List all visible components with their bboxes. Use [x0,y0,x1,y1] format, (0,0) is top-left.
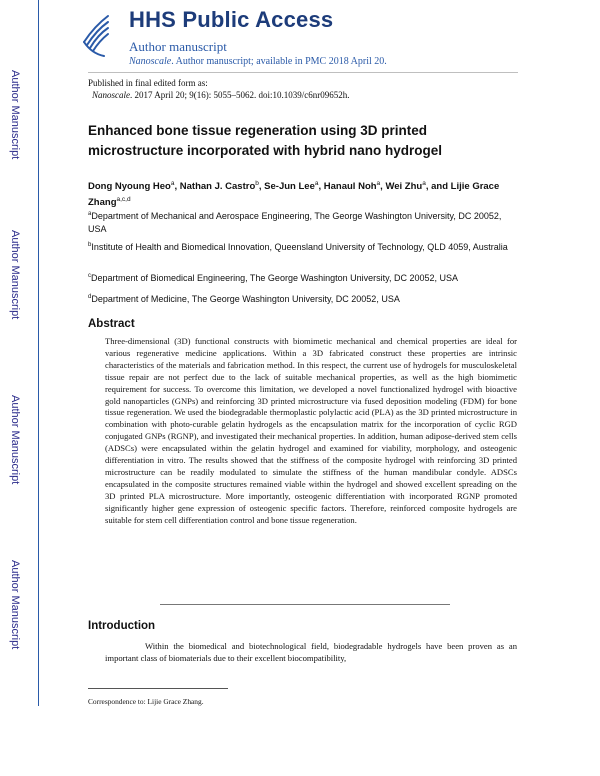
author-name: Hanaul Noh [323,181,377,193]
citation-line [92,90,350,100]
author-name: Dong Nyoung Heo [88,181,171,193]
abstract-divider [160,604,450,605]
sidebar-label: Author Manuscript [9,395,21,485]
author-separator: , [258,181,265,193]
author-separator: , and [425,181,451,193]
affiliation-text: Department of Biomedical Engineering, The George Washington University, DC 20052, USA [91,273,459,283]
header-journal-line [129,56,387,67]
author-separator: , [174,181,180,193]
abstract-body: Three-dimensional (3D) functional constructs with biomimetic mechanical and chemical properties are ideal for various regenerative medicine applications. Within a 3D fabricated construct these properties are intrinsic characteristics of the materials and fabrication method. In this respect, the current use of hydrogels for musculoskeletal tissue repair are not perfect due to the lack of suitable mechanical properties, as well as the high biomimetic requirement for success. To overcome this limitation, we developed a novel functionalized hydrogel with bioactive gold nanoparticles (GNPs) and reinforcing 3D printed microstructure via fused deposition modeling (FDM) for bone tissue regeneration. We used the biodegradable thermoplastic polylactic acid (PLA) as the 3D printed microstructure in combination with photo-curable gelatin hydrogels as the encapsulation matrix for the incorporation of cyclic RGD conjugated GNPs (RGNP), and investigated their mechanical properties. In addition, human adipose-derived stem cells (ADSCs) were encapsulated within the gelatin hydrogel and examined for viability, morphology, and osteogenic differentiation in vitro. The results showed that the stiffness of the composite hydrogel with reinforcing 3D printed microstructure can be readily modulated to simulate the stiffness of the human mandibular condyle. ADSCs encapsulated in the composite structures remained viable within the hydrogel and showed excellent spreading on the 3D printed PLA microstructure. More importantly, osteogenic differentiation with incorporated RGNP promoted significantly higher gene expression of osteogenic specific factors. Therefore, reinforced composite hydrogels are suitable for stem cell differentiation control and bone tissue regeneration. [105,336,517,525]
author-affil-sup: a [376,180,381,187]
author-affil-sup: b [255,180,259,187]
affiliation-sup: c [88,273,91,279]
sidebar-label: Author Manuscript [9,230,21,320]
hhs-eagle-logo-icon [78,12,112,60]
author-affil-sup: a [170,180,175,187]
header-journal-availability: . Author manuscript; available in PMC 2018 April 20. [171,56,387,67]
sidebar-label: Author Manuscript [9,560,21,650]
author-name: Lijie Grace Zhang [88,181,500,209]
author-separator: , [380,181,386,193]
affiliation-sup: d [88,294,92,300]
published-note: Published in final edited form as: [88,78,208,88]
sidebar-label: Author Manuscript [9,70,21,160]
affiliation-sup: a [88,211,92,217]
header-title: HHS Public Access [129,7,334,32]
footnote-divider [88,688,228,689]
affiliation-text: Institute of Health and Biomedical Innovation, Queensland University of Technology, QLD 4059, Australia [91,242,508,252]
header-subtitle: Author manuscript [129,39,227,54]
introduction-heading: Introduction [88,620,156,632]
header-journal-name: Nanoscale [129,56,172,67]
author-name: Nathan J. Castro [179,181,256,193]
author-affil-sup: a [314,180,319,187]
affiliation-text: Department of Mechanical and Aerospace Engineering, The George Washington University, DC 20052, USA [88,211,502,234]
affiliation [88,270,518,285]
author-name: Se-Jun Lee [264,181,315,193]
introduction-body: Within the biomedical and biotechnological field, biodegradable hydrogels have been proven as an important class of biomaterials due to their excellent biocompatibility, [105,641,517,664]
affiliation [88,291,518,306]
affiliation-text: Department of Medicine, The George Washington University, DC 20052, USA [91,294,400,304]
author-affil-sup: a [422,180,426,187]
header-divider [88,72,518,73]
author-name: Wei Zhu [385,181,423,193]
citation-journal: Nanoscale [92,90,130,100]
affiliation-sup: b [88,242,92,248]
affiliation [88,239,518,254]
citation-details: . 2017 April 20; 9(16): 5055–5062. doi:10.1039/c6nr09652h. [130,90,350,100]
affiliation [88,208,518,236]
article-title: Enhanced bone tissue regeneration using 3D printed microstructure incorporated with hybrid nano hydrogel [88,123,443,158]
author-separator: , [318,181,324,193]
correspondence-footnote: Correspondence to: Lijie Grace Zhang. [88,697,204,706]
abstract-heading: Abstract [88,318,135,330]
author-affil-sup: a,c,d [116,196,131,204]
author-list [88,177,518,209]
